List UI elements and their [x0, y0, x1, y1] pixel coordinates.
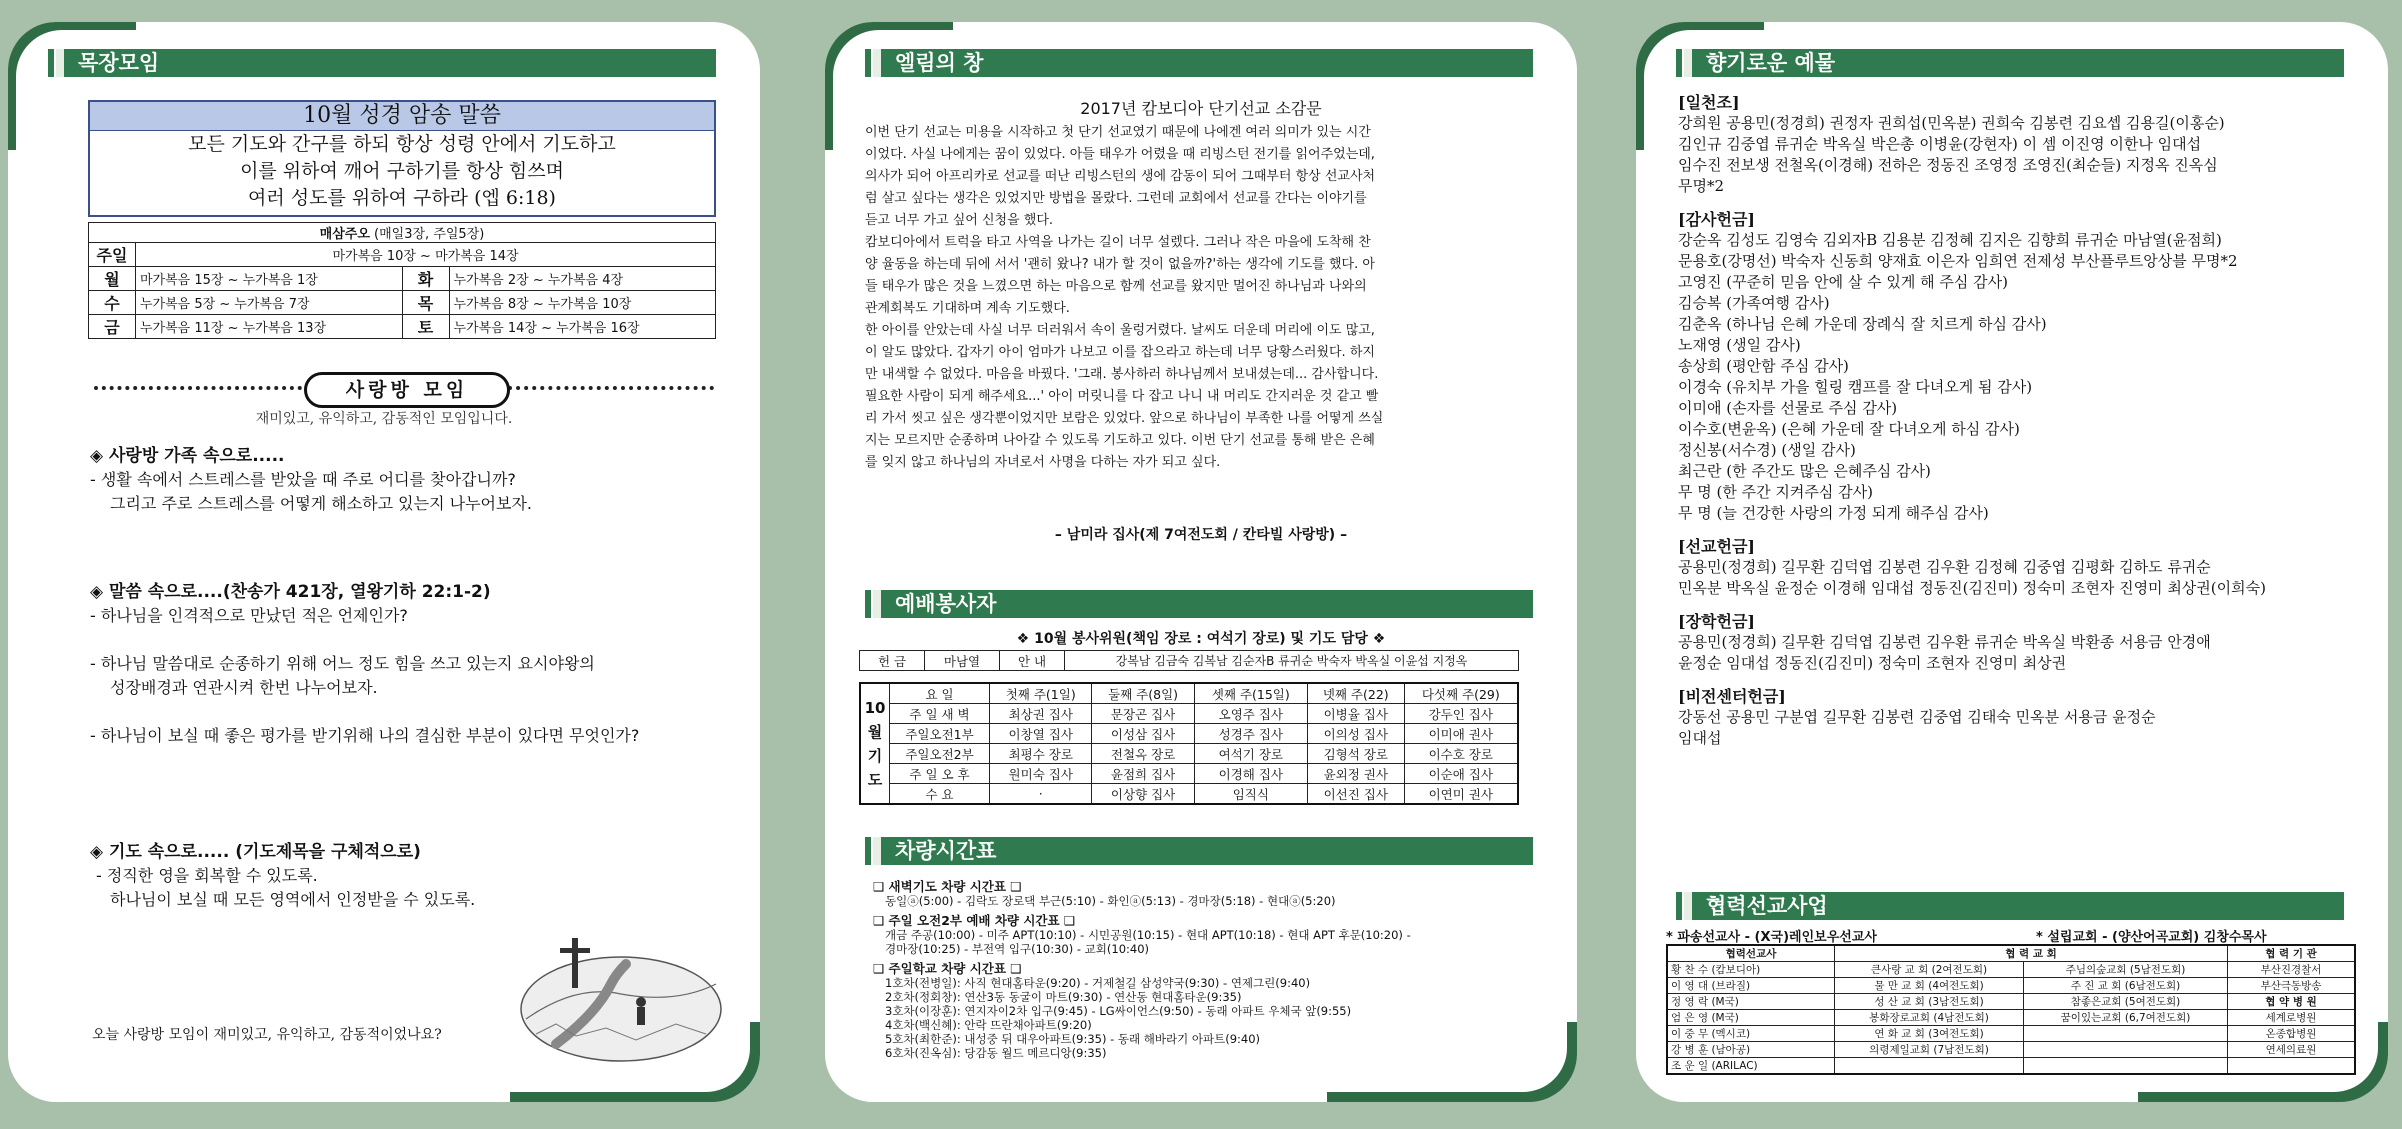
bus-line: 2호차(정회창): 연산3동 동굴이 마트(9:30) - 연산동 현대홈타운(9:35)	[885, 990, 1242, 1004]
essay-line: 리 가서 씻고 싶은 생각뿐이었지만 보람은 있었다. 앞으로 하나님이 부족한 나를 어떻게 쓰실	[865, 411, 1384, 426]
table-cell: 문장곤 집사	[1092, 704, 1194, 724]
offering-line: 노재영 (생일 감사)	[1678, 336, 1801, 354]
bus-line: 개금 주공(10:00) - 미주 APT(10:10) - 시민공원(10:15) - 현대 APT(10:18) - 현대 APT 후문(10:20) -	[885, 928, 1411, 942]
offering-line: 김인규 김중엽 류귀순 박옥실 박은총 이병윤(강현자) 이 셈 이진영 이한나 임대섭	[1678, 135, 2202, 153]
essay-line: 듣고 너무 가고 싶어 신청을 했다.	[865, 213, 1054, 228]
table-row	[1667, 978, 2355, 994]
divider	[508, 386, 714, 390]
servers-header: 첫째 주(1일)	[990, 683, 1092, 704]
reading-range: 누가복음 8장 ~ 누가복음 10장	[449, 291, 716, 315]
table-cell: 성경주 집사	[1194, 724, 1307, 744]
table-cell: 참좋은교회 (5여전도회)	[2024, 994, 2228, 1010]
reading-range: 누가복음 2장 ~ 누가복음 4장	[449, 267, 716, 291]
table-row	[1667, 1026, 2355, 1042]
table-cell: 주일오전2부	[890, 744, 990, 764]
question-block	[90, 840, 475, 912]
table-cell: 이선진 집사	[1307, 784, 1404, 805]
offering-line: 윤정순 임대섭 정동진(김진미) 정숙미 조현자 진영미 최상권	[1678, 654, 2067, 672]
offering-line: 무 명 (한 주간 지켜주심 감사)	[1678, 483, 1873, 501]
question-heading: ◈ 말씀 속으로....(찬송가 421장, 열왕기하 22:1-2)	[90, 582, 491, 602]
bus-line: 1호차(전병일): 사직 현대홈타운(9:20) - 거제철길 삼성약국(9:30) - 연제그린(9:40)	[885, 976, 1311, 990]
essay-line: 들 태우가 많은 것을 느꼈으면 하는 마음으로 함께 선교를 왔지만 멀어진 하나님과 나와의	[865, 279, 1367, 294]
verse-line: 모든 기도와 간구를 하되 항상 성령 안에서 기도하고	[188, 133, 616, 155]
reading-header-note: (매일3장, 주일5장)	[374, 227, 485, 242]
essay-title: 2017년 캄보디아 단기선교 소감문	[1080, 99, 1322, 118]
table-cell	[1835, 1058, 2024, 1075]
table-row	[1667, 1010, 2355, 1026]
bus-line: 경마장(10:25) - 부전역 입구(10:30) - 교회(10:40)	[885, 942, 1150, 956]
essay-line: 지는 모르지만 순종하며 나아갈 수 있도록 기도하고 있다. 이번 단기 선교를 통해 받은 은혜	[865, 433, 1375, 448]
section-title-bus: 차량시간표	[873, 837, 1533, 865]
table-cell: 전철옥 장로	[1092, 744, 1194, 764]
servers-header: 둘째 주(8일)	[1092, 683, 1194, 704]
table-cell: 이의성 집사	[1307, 724, 1404, 744]
essay-line: 를 잊지 않고 하나님의 자녀로서 사명을 다하는 자가 되고 싶다.	[865, 455, 1221, 470]
servers-header: 셋째 주(15일)	[1194, 683, 1307, 704]
essay-line: 양 율동을 하는데 뒤에 서서 '괜히 왔나? 내가 할 것이 없을까?'하는 생각에 기도를 했다. 아	[865, 257, 1375, 272]
table-cell	[2024, 1026, 2228, 1042]
servers-header: 요 일	[890, 683, 990, 704]
table-cell: 조 운 일 (ARILAC)	[1667, 1058, 1835, 1075]
table-row	[860, 704, 1518, 724]
question-line: 그리고 주로 스트레스를 어떻게 해소하고 있는지 나누어보자.	[110, 494, 533, 513]
offering-label: 헌 금	[860, 651, 925, 671]
reading-day: 월	[89, 267, 136, 291]
essay-line: 이번 단기 선교는 미용을 시작하고 첫 단기 선교였기 때문에 나에겐 여러 의미가 있는 시간	[865, 125, 1371, 140]
offering-person: 마남열	[925, 651, 1000, 671]
table-cell: 의령제일교회 (7남전도회)	[1835, 1042, 2024, 1058]
question-line: - 정직한 영을 회복할 수 있도록.	[96, 866, 318, 885]
table-cell: 봉화장로교회 (4남전도회)	[1835, 1010, 2024, 1026]
reading-range: 누가복음 14장 ~ 누가복음 16장	[449, 315, 716, 339]
servers-side-label: 기	[867, 746, 883, 765]
essay-author: – 남미라 집사(제 7여전도회 / 칸타빌 사랑방) –	[1054, 527, 1348, 543]
table-cell: 원미숙 집사	[990, 764, 1092, 784]
bus-line: 5호차(최한준): 내성중 뒤 대우아파트(9:35) - 동래 해바라기 아파트(9:40)	[885, 1032, 1261, 1046]
question-heading: ◈ 기도 속으로..... (기도제목을 구체적으로)	[90, 842, 421, 862]
reading-range: 마가복음 15장 ~ 누가복음 1장	[136, 267, 403, 291]
coop-church-note: * 설립교회 - (양산어곡교회) 김창수목사	[2036, 930, 2267, 945]
table-cell: 강두인 집사	[1404, 704, 1518, 724]
bus-line: 6호차(진옥심): 당감동 월드 메르디앙(9:35)	[885, 1046, 1107, 1060]
table-row	[1667, 962, 2355, 978]
verse-line: 여러 성도를 위하여 구하라 (엡 6:18)	[248, 187, 556, 209]
offering-group-heading: [비전센터헌금]	[1678, 687, 1786, 706]
table-row	[1667, 994, 2355, 1010]
offering-line: 임수진 전보생 전철옥(이경해) 전하은 정동진 조영정 조영진(최순들) 지정옥 진옥심	[1678, 156, 2218, 174]
bus-line: 4호차(백신혜): 안락 뜨란채아파트(9:20)	[885, 1018, 1092, 1032]
essay-body	[865, 122, 1537, 474]
offering-line: 강희원 공용민(정경희) 권정자 권희섭(민옥분) 권희숙 김봉련 김요셉 김용길(이홍순)	[1678, 114, 2225, 132]
meeting-subtitle: 재미있고, 유익하고, 감동적인 모임입니다.	[255, 411, 513, 427]
table-cell: 주일오전1부	[890, 724, 990, 744]
offering-line: 무 명 (늘 건강한 사랑의 가정 되게 해주심 감사)	[1678, 504, 1989, 522]
servers-side-label: 도	[867, 770, 883, 789]
panel-offerings	[1636, 22, 2388, 1102]
verse-box	[88, 100, 716, 217]
offering-group-heading: [일천조]	[1678, 93, 1740, 112]
essay-line: 이었다. 사실 나에게는 꿈이 있었다. 아들 태우가 어렸을 때 리빙스턴 전기를 읽어주었는데,	[865, 147, 1375, 162]
table-cell: 주 일 새 벽	[890, 704, 990, 724]
bus-line: 3호차(이장훈): 연지자이2차 입구(9:45) - LG싸이언스(9:50) - 동래 아파트 우체국 앞(9:55)	[885, 1004, 1352, 1018]
table-cell: 온종합병원	[2228, 1026, 2356, 1042]
offering-group-heading: [장학헌금]	[1678, 612, 1755, 631]
question-line: - 하나님이 보실 때 좋은 평가를 받기위해 나의 결심한 부분이 있다면 무엇인가?	[90, 726, 640, 745]
bus-schedule	[873, 880, 1553, 1060]
servers-header: 넷째 주(22)	[1307, 683, 1404, 704]
table-cell: 주님의숲교회 (5남전도회)	[2024, 962, 2228, 978]
servers-header: 다섯째 주(29)	[1404, 683, 1518, 704]
reading-day: 금	[89, 315, 136, 339]
essay-line: 캄보디아에서 트럭을 타고 사역을 나가는 길이 너무 설렜다. 그러나 작은 마을에 도착해 찬	[865, 235, 1371, 250]
table-cell: 임직식	[1194, 784, 1307, 805]
table-cell: 부산진경찰서	[2228, 962, 2356, 978]
offering-lists	[1678, 92, 2358, 749]
essay-line: 관계회복도 기대하며 계속 기도했다.	[865, 301, 1070, 316]
offering-line: 민옥분 박옥실 윤정순 이경해 임대섭 정동진(김진미) 정숙미 조현자 진영미 최상권(이희숙)	[1678, 579, 2266, 597]
table-cell: 협 약 병 원	[2228, 994, 2356, 1010]
table-cell: 이연미 권사	[1404, 784, 1518, 805]
essay-line: 이 알도 많았다. 갑자기 아이 엄마가 나보고 이를 잡으라고 하는데 너무 당황스러웠다. 하지	[865, 345, 1375, 360]
coop-missionary-note: * 파송선교사 - (X국)레인보우선교사	[1666, 930, 1877, 945]
table-row	[860, 724, 1518, 744]
question-block	[90, 444, 532, 516]
question-heading: ◈ 사랑방 가족 속으로.....	[90, 446, 285, 466]
table-cell: 주 일 오 후	[890, 764, 990, 784]
table-cell: 엄 은 영 (M국)	[1667, 1010, 1835, 1026]
table-cell: 연 화 교 회 (3여전도회)	[1835, 1026, 2024, 1042]
offering-line: 임대섭	[1678, 729, 1722, 747]
cross-hill-illustration	[516, 924, 726, 1064]
bus-heading: ❑ 주일학교 차량 시간표 ❑	[873, 961, 1022, 976]
reading-table	[88, 222, 716, 339]
table-cell: 부산극동방송	[2228, 978, 2356, 994]
table-cell: 김형석 장로	[1307, 744, 1404, 764]
table-cell: 이수호 장로	[1404, 744, 1518, 764]
question-line: 성장배경과 연관시켜 한번 나누어보자.	[110, 678, 378, 697]
section-title-elim: 엘림의 창	[873, 49, 1533, 77]
table-cell: 정 영 락 (M국)	[1667, 994, 1835, 1010]
servers-side-label: 10	[864, 698, 886, 717]
panel-elim-window	[825, 22, 1577, 1102]
table-cell: 여석기 장로	[1194, 744, 1307, 764]
question-line: - 하나님 말씀대로 순종하기 위해 어느 정도 힘을 쓰고 있는지 요시야왕의	[90, 654, 595, 673]
table-row	[1667, 1042, 2355, 1058]
table-cell: 이창열 집사	[990, 724, 1092, 744]
table-row	[860, 764, 1518, 784]
table-cell: 꿈이있는교회 (6,7여전도회)	[2024, 1010, 2228, 1026]
reading-day: 수	[89, 291, 136, 315]
closing-text: 오늘 사랑방 모임이 재미있고, 유익하고, 감동적이었나요?	[92, 1027, 442, 1043]
table-row	[1667, 1058, 2355, 1075]
essay-line: 필요한 사람이 되게 해주세요...' 아이 머릿니를 다 잡고 나니 내 머리도 간지러운 것 같고 빨	[865, 389, 1379, 404]
offering-line: 무명*2	[1678, 177, 1725, 195]
table-cell	[2024, 1042, 2228, 1058]
question-line: - 생활 속에서 스트레스를 받았을 때 주로 어디를 찾아갑니까?	[90, 470, 516, 489]
table-cell: 이성삼 집사	[1092, 724, 1194, 744]
offering-line: 송상희 (평안함 주심 감사)	[1678, 357, 1849, 375]
offering-line: 문용호(강명선) 박숙자 신동희 양재효 이은자 임희연 전제성 부산플루트앙상블 무명*2	[1678, 252, 2238, 270]
table-cell: 이 중 무 (멕시코)	[1667, 1026, 1835, 1042]
section-title-offerings: 향기로운 예물	[1684, 49, 2344, 77]
question-line: 하나님이 보실 때 모든 영역에서 인정받을 수 있도록.	[110, 890, 476, 909]
bus-line: 동일ⓐ(5:00) - 김락도 장로댁 부근(5:10) - 화인ⓐ(5:13) - 경마장(5:18) - 현대ⓐ(5:20)	[885, 894, 1336, 908]
servers-table	[859, 682, 1519, 805]
table-cell: 윤점희 집사	[1092, 764, 1194, 784]
servers-subtitle: ❖ 10월 봉사위원(책임 장로 : 여석기 장로) 및 기도 담당 ❖	[1016, 631, 1386, 647]
table-cell: 이 영 대 (브라질)	[1667, 978, 1835, 994]
table-cell: 윤외정 권사	[1307, 764, 1404, 784]
servers-side-label: 월	[867, 722, 883, 741]
table-row	[860, 784, 1518, 805]
offering-line: 공용민(정경희) 길무환 김덕엽 김봉련 김우환 류귀순 박옥실 박환종 서용금 안경애	[1678, 633, 2211, 651]
table-cell: 물 만 교 회 (4여전도회)	[1835, 978, 2024, 994]
section-title-servers: 예배봉사자	[873, 590, 1533, 618]
offering-table	[859, 650, 1519, 671]
table-cell: 큰사랑 교 회 (2여전도회)	[1835, 962, 2024, 978]
guide-label: 안 내	[1000, 651, 1065, 671]
offering-line: 강순옥 김성도 김영숙 김외자B 김용분 김정혜 김지은 김향희 류귀순 마남열(윤점희)	[1678, 231, 2222, 249]
offering-group-heading: [감사헌금]	[1678, 210, 1755, 229]
divider	[94, 386, 302, 390]
guide-list: 강복남 김금숙 김복남 김순자B 류귀순 박숙자 박옥실 이윤섭 지정옥	[1065, 651, 1519, 671]
offering-line: 고영진 (꾸준히 믿음 안에 살 수 있게 해 주심 감사)	[1678, 273, 2008, 291]
offering-line: 이경숙 (유치부 가을 힐링 캠프를 잘 다녀오게 됨 감사)	[1678, 378, 2033, 396]
table-cell: 이순애 집사	[1404, 764, 1518, 784]
offering-line: 최근란 (한 주간도 많은 은혜주심 감사)	[1678, 462, 1931, 480]
coop-table	[1666, 944, 2356, 1075]
table-cell: 오영주 집사	[1194, 704, 1307, 724]
table-cell	[2228, 1058, 2356, 1075]
table-cell: 이경해 집사	[1194, 764, 1307, 784]
table-cell: 최상권 집사	[990, 704, 1092, 724]
offering-line: 김춘옥 (하나님 은혜 가운데 장례식 잘 치르게 하심 감사)	[1678, 315, 2047, 333]
table-cell	[2024, 1058, 2228, 1075]
section-title-coop: 협력선교사업	[1684, 892, 2344, 920]
reading-day: 주일	[89, 243, 136, 267]
essay-line: 한 아이를 안았는데 사실 너무 더러워서 속이 울렁거렸다. 날씨도 더운데 머리에 이도 많고,	[865, 323, 1375, 338]
bus-heading: ❑ 새벽기도 차량 시간표 ❑	[873, 879, 1022, 894]
offering-group-heading: [선교헌금]	[1678, 537, 1755, 556]
offering-line: 정신봉(서수경) (생일 감사)	[1678, 441, 1856, 459]
essay-line: 의사가 되어 아프리카로 선교를 떠난 리빙스턴의 생에 감동이 되어 그때부터 항상 선교사처	[865, 169, 1376, 184]
reading-day: 토	[402, 315, 449, 339]
table-cell: 강 병 훈 (남아공)	[1667, 1042, 1835, 1058]
question-block	[90, 580, 639, 748]
essay-line: 럼 살고 싶다는 생각은 있었지만 방법을 몰랐다. 그런데 교회에서 선교를 간다는 이야기를	[865, 191, 1367, 206]
table-cell: 이미애 권사	[1404, 724, 1518, 744]
table-cell: 이병율 집사	[1307, 704, 1404, 724]
coop-header: 협 력 기 관	[2228, 945, 2356, 962]
reading-range: 누가복음 11장 ~ 누가복음 13장	[136, 315, 403, 339]
table-cell: 세계로병원	[2228, 1010, 2356, 1026]
verse-title: 10월 성경 암송 말씀	[90, 102, 714, 131]
essay-line: 만 내색할 수 없었다. 마음을 바꿨다. '그래. 봉사하러 하나님께서 보내셨는데... 감사합니다.	[865, 367, 1379, 382]
offering-line: 이미애 (손자를 선물로 주심 감사)	[1678, 399, 1898, 417]
offering-line: 김승복 (가족여행 감사)	[1678, 294, 1830, 312]
section-title-small-group: 목장모임	[56, 49, 716, 77]
table-cell: 이상향 집사	[1092, 784, 1194, 805]
table-cell: 주 진 교 회 (6남전도회)	[2024, 978, 2228, 994]
table-cell: 황 찬 수 (캄보디아)	[1667, 962, 1835, 978]
meeting-title: 사랑방 모임	[304, 372, 510, 408]
coop-header: 협 력 교 회	[1835, 945, 2228, 962]
table-cell: 수 요	[890, 784, 990, 805]
offering-line: 이수호(변윤옥) (은혜 가운데 잘 다녀오게 하심 감사)	[1678, 420, 2020, 438]
coop-header: 협력선교사	[1667, 945, 1835, 962]
table-cell: 성 산 교 회 (3남전도회)	[1835, 994, 2024, 1010]
question-line: - 하나님을 인격적으로 만났던 적은 언제인가?	[90, 606, 408, 625]
panel-small-group	[8, 22, 760, 1102]
reading-day: 화	[402, 267, 449, 291]
offering-line: 강동선 공용민 구분엽 길무환 김봉련 김중엽 김태숙 민옥분 서용금 윤정순	[1678, 708, 2156, 726]
reading-range: 누가복음 5장 ~ 누가복음 7장	[136, 291, 403, 315]
table-cell: 최평수 장로	[990, 744, 1092, 764]
table-cell: ·	[990, 784, 1092, 805]
table-row	[860, 744, 1518, 764]
reading-range: 마가복음 10장 ~ 마가복음 14장	[136, 243, 716, 267]
table-cell: 연세의료원	[2228, 1042, 2356, 1058]
offering-line: 공용민(정경희) 길무환 김덕엽 김봉련 김우환 김정혜 김중엽 김평화 김하도 류귀순	[1678, 558, 2211, 576]
reading-day: 목	[402, 291, 449, 315]
reading-header-label: 매삼주오	[319, 227, 370, 242]
verse-line: 이를 위하여 깨어 구하기를 항상 힘쓰며	[240, 160, 564, 182]
bus-heading: ❑ 주일 오전2부 예배 차량 시간표 ❑	[873, 913, 1076, 928]
